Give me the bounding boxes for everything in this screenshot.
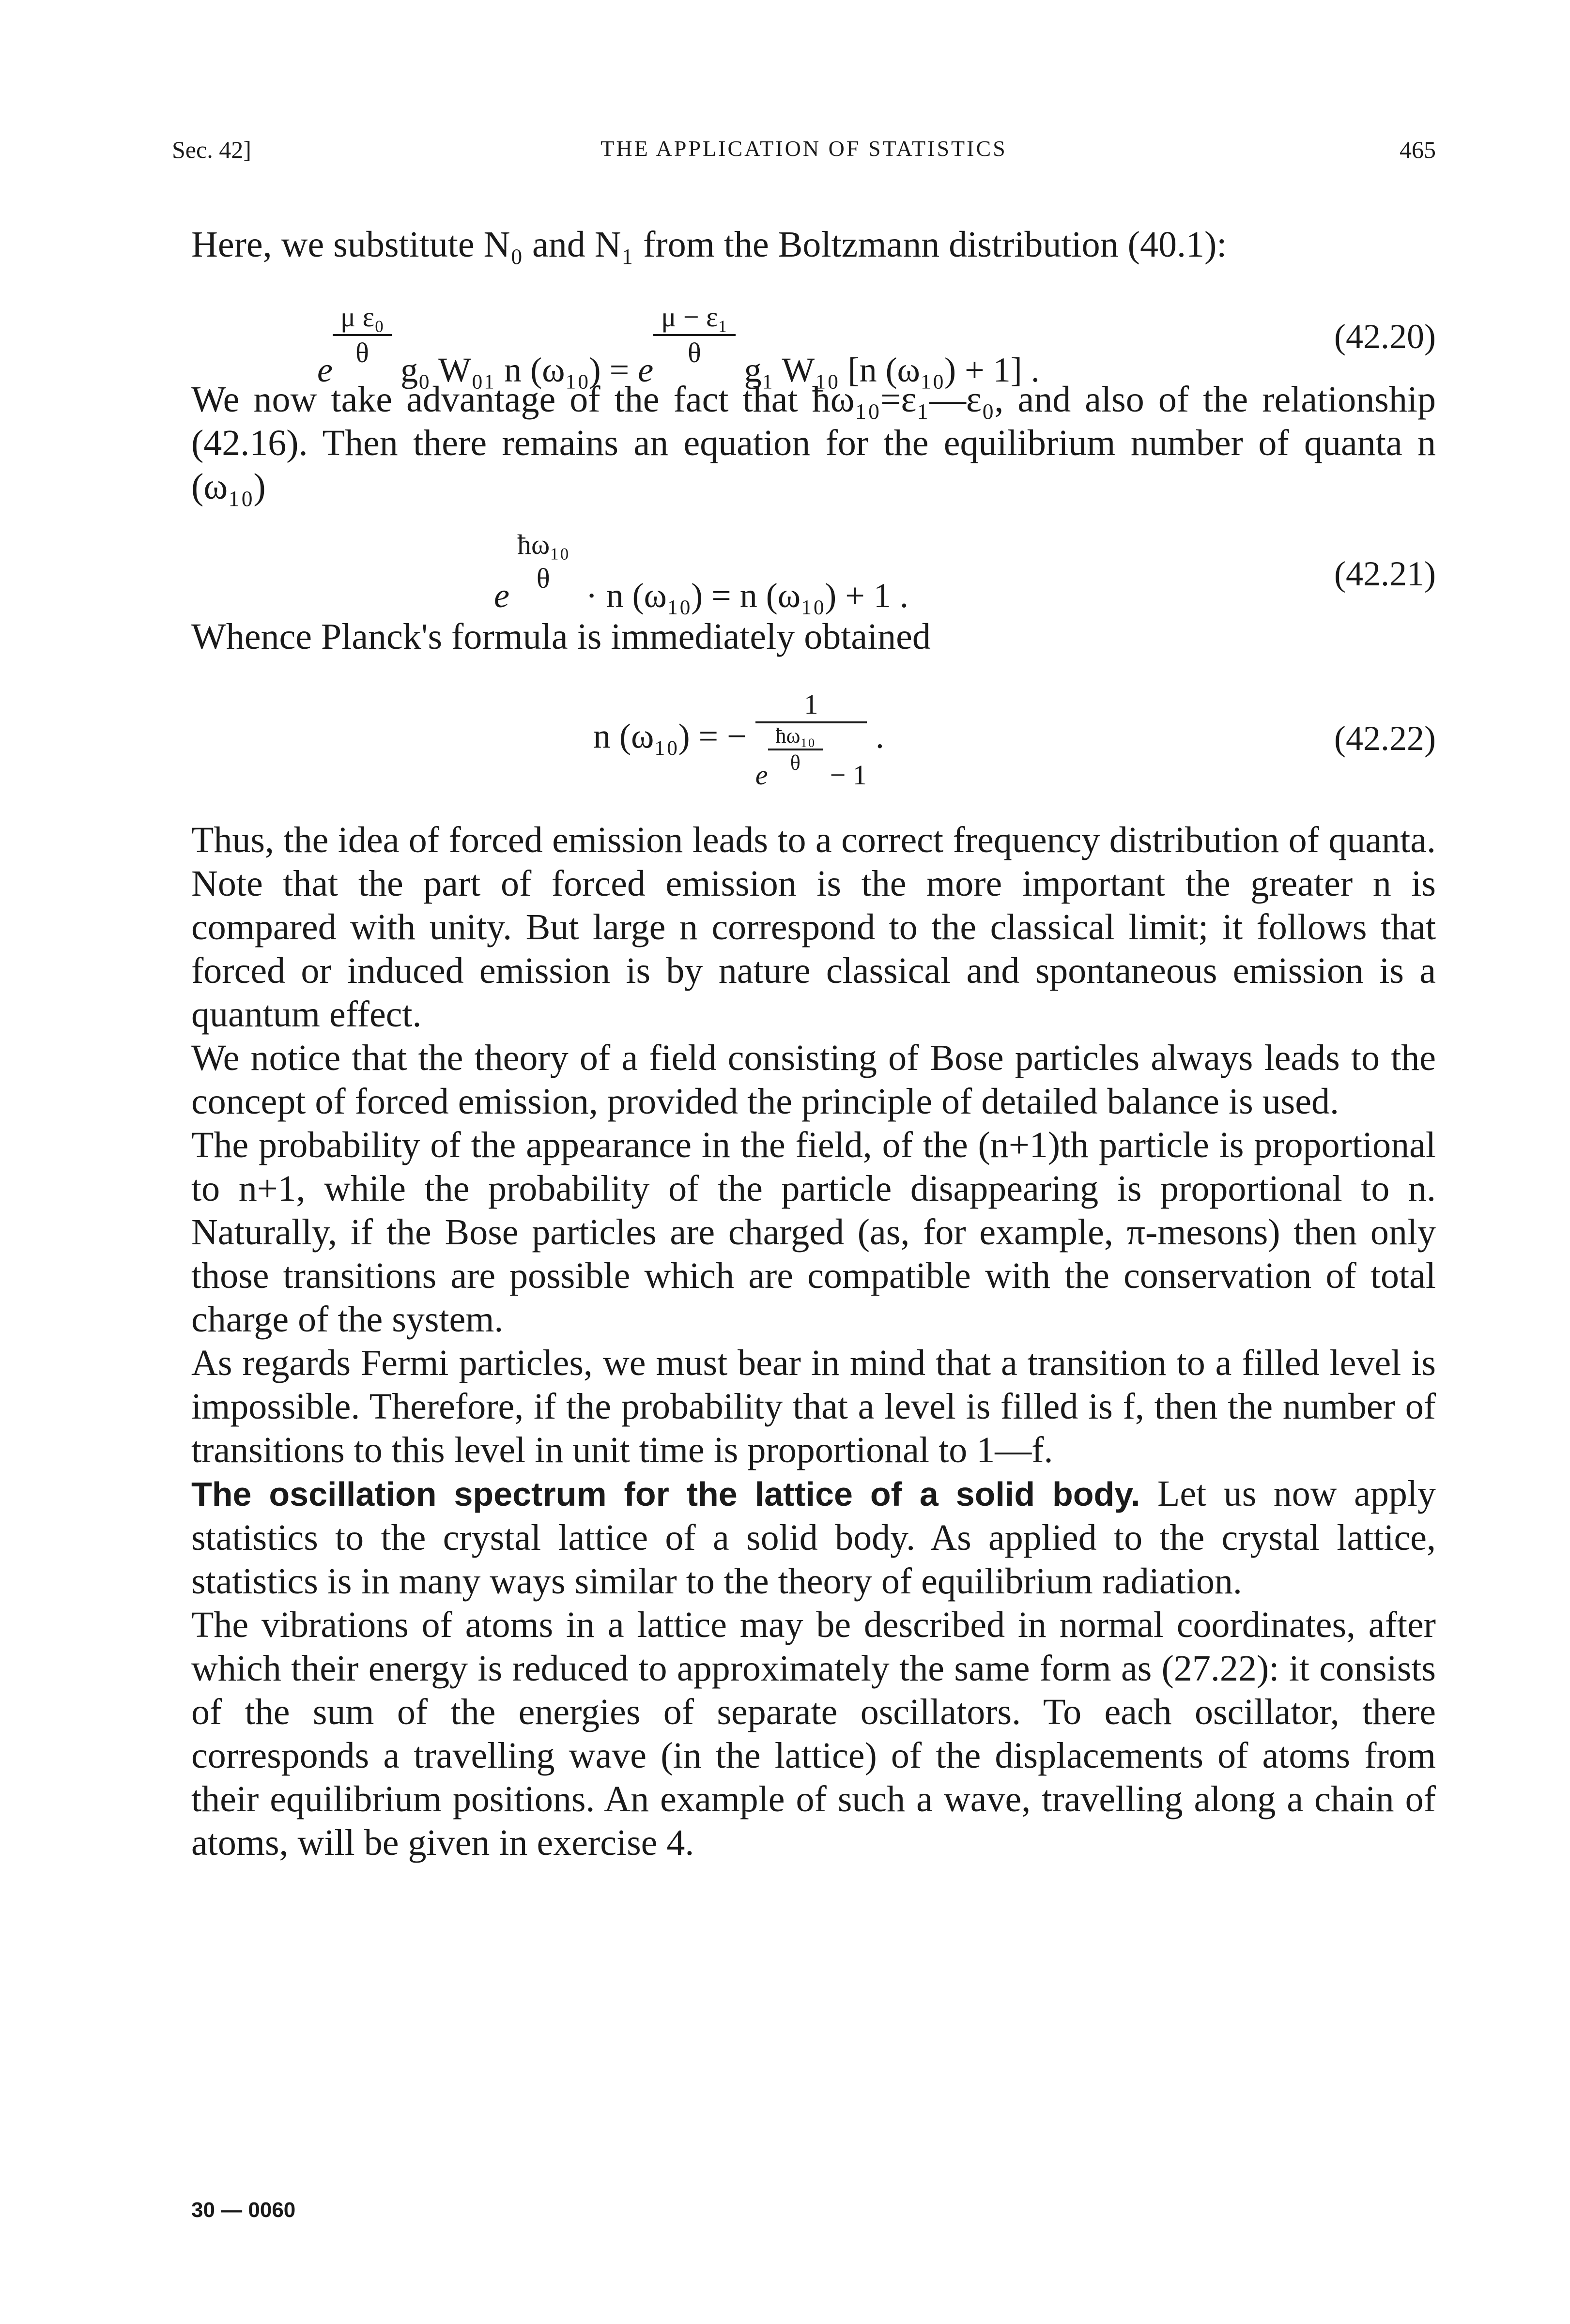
paragraph-7: As regards Fermi particles, we must bear in mind that a transition to a filled level is impossible. Therefore, if the probability that a level is filled is f, then the number of transitions to this level in unit time is proportional to 1—f. bbox=[191, 1343, 1436, 1470]
equation-42-22-expr bbox=[593, 688, 884, 792]
eq22-tail: . bbox=[875, 717, 884, 756]
equation-42-20 bbox=[191, 266, 1436, 389]
section-label: Sec. 42] bbox=[172, 136, 251, 163]
eq22-fraction bbox=[755, 688, 867, 792]
eq22-lhs: n (ω₁₀) = − bbox=[593, 717, 747, 756]
equation-number-42-22: (42.22) bbox=[1334, 719, 1436, 758]
running-head bbox=[172, 136, 1436, 174]
equation-42-20-expr: e $\frac{\text{μ ε₀}}{\theta}$ g₀ W₀₁ n (ω₁₀) = e $\frac{\text{μ − ε₁}}{\theta}$ g₁ W₁₀ [n (ω₁₀) + 1] . bbox=[317, 301, 1040, 389]
eq20-rhs-exponent: $\frac{\text{μ − ε₁}}{\theta}$ bbox=[653, 300, 735, 370]
section-heading-oscillation-spectrum: The oscillation spectrum for the lattice of a solid body. bbox=[191, 1475, 1140, 1513]
paragraph-2: We now take advantage of the fact that ħω₁₀=ε₁—ε₀, and also of the relationship (42.16). Then there remains an equation for the equilibrium number of quanta n (ω₁₀) bbox=[191, 379, 1436, 507]
equation-42-21 bbox=[191, 508, 1436, 615]
eq20-lhs: g₀ W₀₁ n (ω₁₀) = bbox=[400, 351, 630, 389]
paragraph-8 bbox=[191, 1472, 1436, 1603]
eq21-body: · n (ω₁₀) = n (ω₁₀) + 1 . bbox=[585, 576, 908, 615]
running-title: THE APPLICATION OF STATISTICS bbox=[600, 136, 1007, 161]
equation-number-42-20: (42.20) bbox=[1334, 317, 1436, 356]
paragraph-9: The vibrations of atoms in a lattice may be described in normal coordinates, after which their energy is reduced to approximately the same form as (27.22): it consists of the sum of the energies of separate oscillators. To each oscillator, there corresponds a travelling wave (in the lattice) of the displacements of atoms from their equilibrium positions. An example of such a wave, travelling along a chain of atoms, will be given in exercise 4. bbox=[191, 1605, 1436, 1863]
eq20-lhs-exponent: $\frac{\text{μ ε₀}}{\theta}$ bbox=[333, 300, 392, 370]
signature-mark: 30 — 0060 bbox=[191, 2198, 296, 2222]
eq21-exponent: ħω₁₀ θ bbox=[517, 529, 570, 594]
paragraph-4: Thus, the idea of forced emission leads to a correct frequency distribution of quanta. Note that the part of forced emission is the more important the greater n is compared with unity. But large n correspond to the classical limit; it follows that forced or induced emission is by nature classical and spontaneous emission is a quantum effect. bbox=[191, 820, 1436, 1035]
paragraph-1: Here, we substitute N₀ and N₁ from the Boltzmann distribution (40.1): bbox=[191, 224, 1227, 265]
equation-42-22 bbox=[191, 658, 1436, 818]
paragraph-5: We notice that the theory of a field consisting of Bose particles always leads to the concept of forced emission, provided the principle of detailed balance is used. bbox=[191, 1038, 1436, 1122]
body-text bbox=[191, 223, 1436, 1865]
eq22-numerator: 1 bbox=[755, 688, 867, 723]
equation-number-42-21: (42.21) bbox=[1334, 554, 1436, 593]
eq20-rhs: g₁ W₁₀ [n (ω₁₀) + 1] . bbox=[744, 351, 1040, 389]
paragraph-8-text: Let us now apply statistics to the crystal lattice of a solid body. As applied to the crystal lattice, statistics is in many ways similar to the theory of equilibrium radiation. bbox=[191, 1473, 1436, 1602]
paragraph-6: The probability of the appearance in the field, of the (n+1)th particle is proportional to n+1, while the probability of the particle disappearing is proportional to n. Naturally, if the Bose particles are charged (as, for example, π-mesons) then only those transitions are possible which are compatible with the conservation of total charge of the system. bbox=[191, 1125, 1436, 1340]
page-number: 465 bbox=[1400, 136, 1436, 163]
paragraph-3: Whence Planck's formula is immediately obtained bbox=[191, 616, 931, 657]
eq22-denominator: e $\frac{\text{ħω₁₀}}{\theta}$ − 1 bbox=[755, 724, 867, 791]
equation-42-21-expr: e ħω₁₀ θ · n (ω₁₀) = n (ω₁₀) + 1 . bbox=[494, 529, 908, 615]
